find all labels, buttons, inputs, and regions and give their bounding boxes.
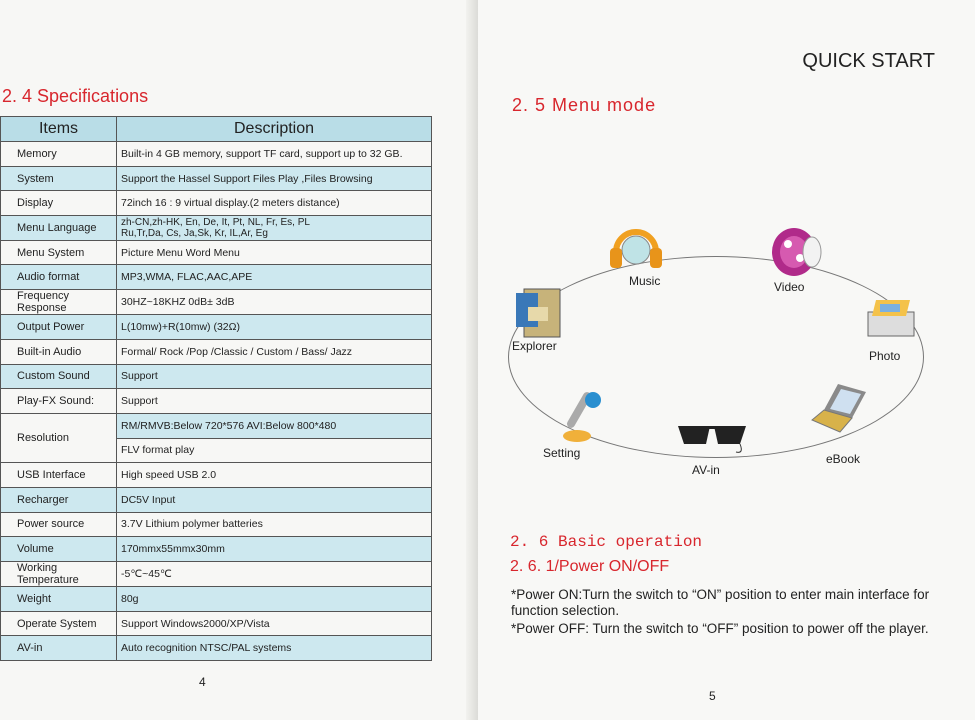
spec-description <box>117 142 432 167</box>
spec-description-line: zh-CN,zh-HK, En, De, It, Pt, NL, Fr, Es, PL <box>121 216 310 228</box>
spec-description <box>117 587 432 612</box>
explorer-icon <box>512 283 568 339</box>
table-row <box>1 265 432 290</box>
spec-description-line: Support <box>121 395 158 408</box>
table-row <box>1 240 432 265</box>
music-label: Music <box>629 274 661 288</box>
table-row <box>1 389 432 414</box>
spec-description-line: Auto recognition NTSC/PAL systems <box>121 642 292 655</box>
table-row <box>1 339 432 364</box>
sunglasses-icon <box>674 418 750 456</box>
spec-description-line: Formal/ Rock /Pop /Classic / Custom / Bass/ Jazz <box>121 345 353 358</box>
table-row <box>1 364 432 389</box>
spec-description <box>117 191 432 216</box>
table-row <box>1 636 432 661</box>
spec-description <box>117 611 432 636</box>
spec-item: Recharger <box>1 487 117 512</box>
ebook-label: eBook <box>826 452 861 466</box>
spec-description <box>117 240 432 265</box>
spec-description-line: 72inch 16 : 9 virtual display.(2 meters distance) <box>121 197 340 210</box>
spec-item: Power source <box>1 512 117 537</box>
avin-label: AV-in <box>692 463 720 477</box>
headphones-icon <box>608 222 664 274</box>
spec-item: Display <box>1 191 117 216</box>
basic-operation-title: 2. 6 Basic operation <box>510 533 703 551</box>
spec-description <box>117 364 432 389</box>
spec-description <box>117 537 432 562</box>
spec-description <box>117 315 432 340</box>
page-number: 4 <box>199 675 206 689</box>
spec-item: Resolution <box>1 413 117 462</box>
table-row <box>1 562 432 587</box>
spec-item: Menu System <box>1 240 117 265</box>
power-on-text: *Power ON:Turn the switch to “ON” position to enter main interface for function selection. <box>511 587 930 618</box>
spec-description <box>117 512 432 537</box>
specifications-table <box>0 116 432 661</box>
spec-description <box>117 438 432 463</box>
spec-description <box>117 463 432 488</box>
spec-item: System <box>1 166 117 191</box>
spec-item: Volume <box>1 537 117 562</box>
spec-item: Audio format <box>1 265 117 290</box>
table-row <box>1 191 432 216</box>
specifications-title: 2. 4 Specifications <box>2 86 149 106</box>
spec-description-line: L(10mw)+R(10mw) (32Ω) <box>121 320 240 333</box>
spec-item: Output Power <box>1 315 117 340</box>
spec-description-line: Support Windows2000/XP/Vista <box>121 617 270 630</box>
spec-item: Operate System <box>1 611 117 636</box>
spec-description <box>117 636 432 661</box>
spec-description <box>117 413 432 438</box>
spec-description-line: 80g <box>121 592 139 605</box>
power-off-text: *Power OFF: Turn the switch to “OFF” position to power off the player. <box>511 621 929 636</box>
table-row <box>1 487 432 512</box>
description-header: Description <box>117 117 432 142</box>
wrench-icon <box>553 384 609 444</box>
power-onoff-title: 2. 6. 1/Power ON/OFF <box>510 558 670 575</box>
spec-description-line: FLV format play <box>121 444 195 457</box>
table-row <box>1 290 432 315</box>
spec-description <box>117 216 432 241</box>
table-row <box>1 537 432 562</box>
spec-item: Working Temperature <box>1 562 117 587</box>
spec-description-line: Support the Hassel Support Files Play ,Files Browsing <box>121 172 373 185</box>
spec-description-line: -5℃~45℃ <box>121 568 172 580</box>
spec-description-line: RM/RMVB:Below 720*576 AVI:Below 800*480 <box>121 419 337 432</box>
spec-description <box>117 339 432 364</box>
table-row <box>1 463 432 488</box>
spec-description <box>117 487 432 512</box>
spec-description-line: Support <box>121 370 158 383</box>
explorer-label: Explorer <box>512 339 557 353</box>
spec-item: Weight <box>1 587 117 612</box>
table-row <box>1 413 432 438</box>
spec-item: Play-FX Sound: <box>1 389 117 414</box>
spec-description <box>117 166 432 191</box>
quick-start-header: QUICK START <box>802 50 935 72</box>
spec-description-line: 170mmx55mmx30mm <box>121 543 225 556</box>
spec-description-line: High speed USB 2.0 <box>121 469 217 482</box>
photo-label: Photo <box>869 349 901 363</box>
spec-description <box>117 265 432 290</box>
table-row <box>1 315 432 340</box>
spec-description-line: MP3,WMA, FLAC,AAC,APE <box>121 271 253 284</box>
spec-description <box>117 389 432 414</box>
photo-icon <box>860 296 922 346</box>
video-label: Video <box>774 280 805 294</box>
table-row <box>1 512 432 537</box>
setting-label: Setting <box>543 446 581 460</box>
ebook-icon <box>808 378 870 440</box>
spec-item: Custom Sound <box>1 364 117 389</box>
spec-description-line: Ru,Tr,Da, Cs, Ja,Sk, Kr, IL,Ar, Eg <box>121 227 268 239</box>
table-row <box>1 142 432 167</box>
spec-item: Memory <box>1 142 117 167</box>
spec-description <box>117 290 432 315</box>
spec-item: AV-in <box>1 636 117 661</box>
spec-description-line: DC5V Input <box>121 493 176 506</box>
spec-item: Frequency Response <box>1 290 117 315</box>
table-row <box>1 216 432 241</box>
spec-description-line: 3.7V Lithium polymer batteries <box>121 518 263 531</box>
spec-item: Built-in Audio <box>1 339 117 364</box>
spec-description-line: Picture Menu Word Menu <box>121 246 240 259</box>
film-reel-icon <box>764 222 826 280</box>
table-row <box>1 611 432 636</box>
spec-description-line: Built-in 4 GB memory, support TF card, support up to 32 GB. <box>121 147 403 160</box>
table-row <box>1 166 432 191</box>
spec-item: USB Interface <box>1 463 117 488</box>
spec-item: Menu Language <box>1 216 117 241</box>
menu-mode-title: 2. 5 Menu mode <box>512 95 657 115</box>
spec-description <box>117 562 432 587</box>
items-header: Items <box>1 117 117 142</box>
spec-description-line: 30HZ~18KHZ 0dB± 3dB <box>121 296 235 309</box>
left-page <box>0 0 478 720</box>
table-row <box>1 587 432 612</box>
page-number: 5 <box>709 689 716 703</box>
